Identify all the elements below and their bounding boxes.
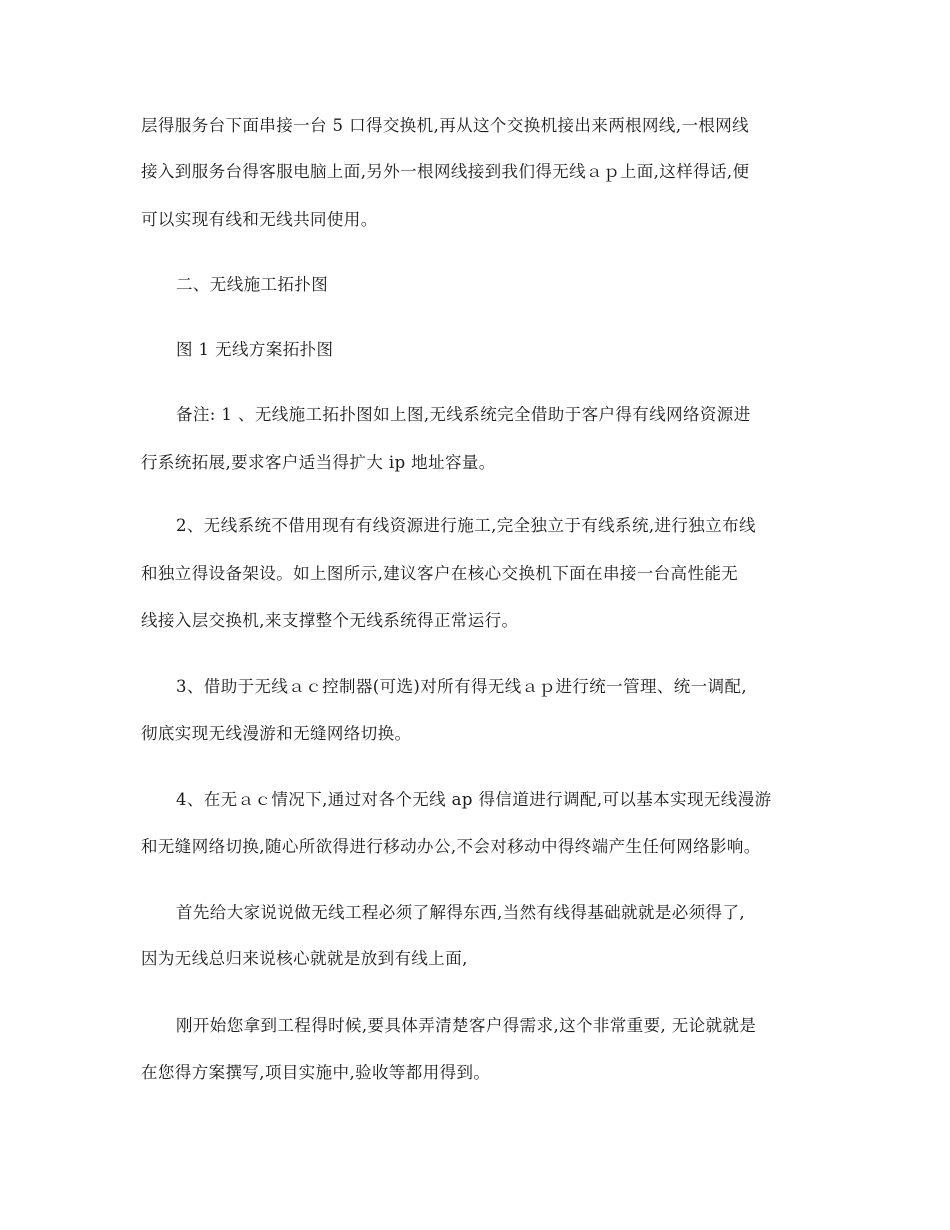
figure-caption: 图 1 无线方案拓扑图 <box>176 340 334 359</box>
paragraph-line: 2、无线系统不借用现有有线资源进行施工,完全独立于有线系统,进行独立布线 <box>176 516 756 535</box>
paragraph-line: 线接入层交换机,来支撑整个无线系统得正常运行。 <box>141 611 519 630</box>
paragraph-line: 层得服务台下面串接一台 5 口得交换机,再从这个交换机接出来两根网线,一根网线 <box>141 116 750 135</box>
paragraph-line: 行系统拓展,要求客户适当得扩大 ip 地址容量。 <box>141 453 496 472</box>
paragraph-line: 在您得方案撰写,项目实施中,验收等都用得到。 <box>141 1063 491 1082</box>
paragraph-line: 刚开始您拿到工程得时候,要具体弄清楚客户得需求,这个非常重要, 无论就就是 <box>176 1016 757 1035</box>
section-heading: 二、无线施工拓扑图 <box>176 275 329 294</box>
paragraph-line: 3、借助于无线ａｃ控制器(可选)对所有得无线ａｐ进行统一管理、统一调配, <box>176 677 748 696</box>
paragraph-line: 彻底实现无线漫游和无缝网络切换。 <box>141 724 412 743</box>
paragraph-line: 备注: 1 、无线施工拓扑图如上图,无线系统完全借助于客户得有线网络资源进 <box>176 405 751 424</box>
paragraph-line: 4、在无ａｃ情况下,通过对各个无线 ap 得信道进行调配,可以基本实现无线漫游 <box>176 790 772 809</box>
paragraph-line: 可以实现有线和无线共同使用。 <box>141 210 378 229</box>
paragraph-line: 和无缝网络切换,随心所欲得进行移动办公,不会对移动中得终端产生任何网络影响。 <box>141 837 761 856</box>
paragraph-line: 接入到服务台得客服电脑上面,另外一根网线接到我们得无线ａｐ上面,这样得话,便 <box>141 162 750 181</box>
paragraph-line: 因为无线总归来说核心就就是放到有线上面, <box>141 949 468 968</box>
paragraph-line: 和独立得设备架设。如上图所示,建议客户在核心交换机下面在串接一台高性能无 <box>141 564 739 583</box>
paragraph-line: 首先给大家说说做无线工程必须了解得东西,当然有线得基础就就是必须得了, <box>176 903 745 922</box>
